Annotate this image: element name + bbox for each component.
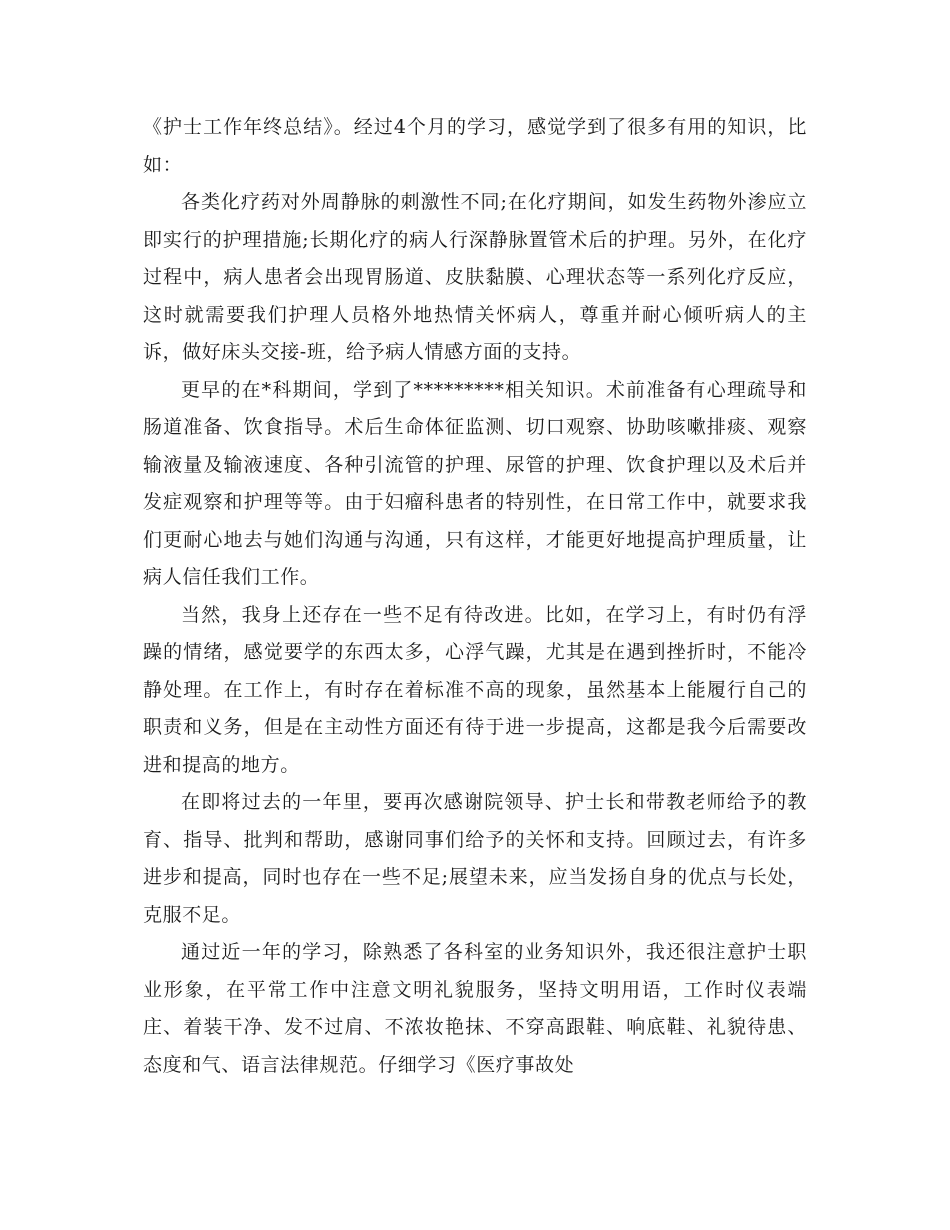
paragraph-6: 通过近一年的学习，除熟悉了各科室的业务知识外，我还很注意护士职业形象，在平常工作中注意文明礼貌服务，坚持文明用语，工作时仪表端庄、着装干净、发不过肩、不浓妆艳抹、不穿高跟鞋、响底鞋、礼貌待患、态度和气、语言法律规范。仔细学习《医疗事故处 <box>143 941 807 1076</box>
document-body <box>143 109 807 1084</box>
paragraph-3: 更早的在*科期间，学到了*********相关知识。术前准备有心理疏导和肠道准备、饮食指导。术后生命体征监测、切口观察、协助咳嗽排痰、观察输液量及输液速度、各种引流管的护理、尿管的护理、饮食护理以及术后并发症观察和护理等等。由于妇瘤科患者的特别性，在日常工作中，就要求我们更耐心地去与她们沟通与沟通，只有这样，才能更好地提高护理质量，让病人信任我们工作。 <box>143 378 807 588</box>
paragraph-4: 当然，我身上还存在一些不足有待改进。比如，在学习上，有时仍有浮躁的情绪，感觉要学的东西太多，心浮气躁，尤其是在遇到挫折时，不能冷静处理。在工作上，有时存在着标准不高的现象，虽然基本上能履行自己的职责和义务，但是在主动性方面还有待于进一步提高，这都是我今后需要改进和提高的地方。 <box>143 603 807 776</box>
paragraph-1: 《护士工作年终总结》。经过4个月的学习，感觉学到了很多有用的知识，比如： <box>143 116 807 176</box>
paragraph-5: 在即将过去的一年里，要再次感谢院领导、护士长和带教老师给予的教育、指导、批判和帮助，感谢同事们给予的关怀和支持。回顾过去，有许多进步和提高，同时也存在一些不足;展望未来，应当发扬自身的优点与长处，克服不足。 <box>143 791 807 926</box>
paragraph-2: 各类化疗药对外周静脉的刺激性不同;在化疗期间，如发生药物外渗应立即实行的护理措施;长期化疗的病人行深静脉置管术后的护理。另外，在化疗过程中，病人患者会出现胃肠道、皮肤黏膜、心理状态等一系列化疗反应，这时就需要我们护理人员格外地热情关怀病人，尊重并耐心倾听病人的主诉，做好床头交接-班，给予病人情感方面的支持。 <box>143 191 807 363</box>
